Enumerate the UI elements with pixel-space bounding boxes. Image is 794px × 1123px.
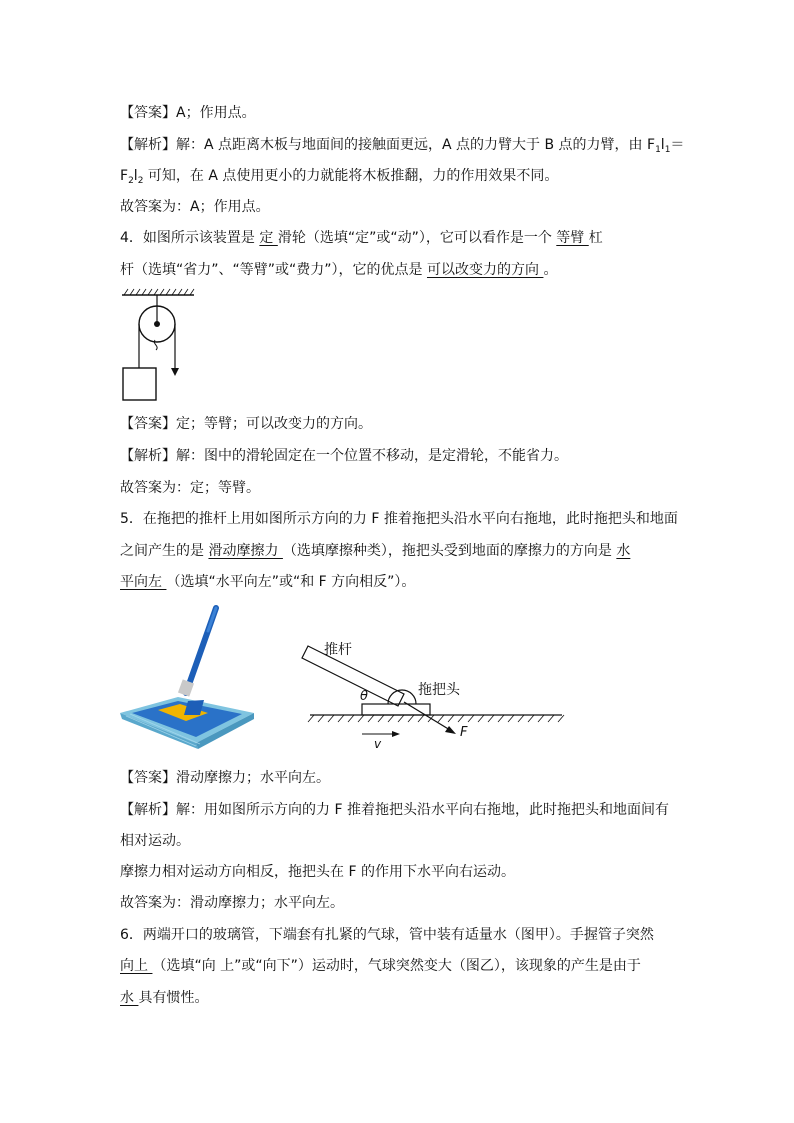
head-label: 拖把头 bbox=[418, 682, 460, 698]
q4-blank-2: 等臂 bbox=[556, 230, 589, 246]
q5-analysis: 【解析】解：用如图所示方向的力 F 推着拖把头沿水平向右拖地，此时拖把头和地面间有 bbox=[120, 802, 669, 818]
q6-stem: 6．两端开口的玻璃管，下端套有扎紧的气球，管中装有适量水（图甲）。手握管子突然 bbox=[120, 927, 654, 943]
q5-stem: 5．在拖把的推杆上用如图所示方向的力 F 推着拖把头沿水平向右拖地，此时拖把头和地面 bbox=[120, 511, 678, 527]
pulley-diagram bbox=[118, 288, 198, 406]
q6-blank-1: 向上 bbox=[120, 958, 153, 974]
q5-stem-3: 平向左 （选填“水平向左”或“和 F 方向相反”）。 bbox=[120, 574, 416, 590]
mop-image bbox=[118, 603, 258, 751]
q4-blank-3: 可以改变力的方向 bbox=[426, 262, 544, 278]
q5-analysis-2: 相对运动。 bbox=[120, 833, 190, 849]
q5-final: 故答案为：滑动摩擦力；水平向左。 bbox=[120, 895, 344, 911]
q4-analysis: 【解析】解：图中的滑轮固定在一个位置不移动，是定滑轮，不能省力。 bbox=[120, 448, 568, 464]
q4-blank-1: 定 bbox=[259, 230, 278, 246]
q5-blank-2a: 水 bbox=[616, 543, 631, 559]
final-answer-line: 故答案为：A；作用点。 bbox=[120, 199, 270, 215]
q5-blank-1: 滑动摩擦力 bbox=[208, 543, 283, 559]
q4-answer: 【答案】定；等臂；可以改变力的方向。 bbox=[120, 416, 372, 432]
q6-stem-2: 向上 （选填“向 上”或“向下”）运动时，气球突然变大（图乙），该现象的产生是由于 bbox=[120, 958, 641, 974]
q5-analysis-3: 摩擦力相对运动方向相反，拖把头在 F 的作用下水平向右运动。 bbox=[120, 864, 515, 880]
q5-blank-2b: 平向左 bbox=[120, 574, 167, 590]
force-label: F bbox=[460, 725, 468, 740]
analysis-line: 【解析】解：A 点距离木板与地面间的接触面更远，A 点的力臂大于 B 点的力臂，由 $F_1l_1=$ bbox=[120, 137, 685, 155]
q6-blank-2: 水 bbox=[120, 990, 139, 1006]
q5-stem-2: 之间产生的是 滑动摩擦力 （选填摩擦种类），拖把头受到地面的摩擦力的方向是 水 bbox=[120, 543, 631, 559]
q5-answer: 【答案】滑动摩擦力；水平向左。 bbox=[120, 770, 330, 786]
answer-line: 【答案】A；作用点。 bbox=[120, 105, 256, 121]
mop-force-diagram bbox=[300, 630, 570, 750]
analysis-line-2: $F_2l_2$ 可知，在 A 点使用更小的力就能将木板推翻，力的作用效果不同。 bbox=[120, 168, 559, 186]
q4-stem-2: 杆（选填“省力”、“等臂”或“费力”），它的优点是 可以改变力的方向 。 bbox=[120, 262, 558, 278]
rod-label: 推杆 bbox=[324, 642, 352, 658]
velocity-label: v bbox=[374, 737, 382, 750]
q6-stem-3: 水 具有惯性。 bbox=[120, 990, 209, 1006]
q4-stem: 4．如图所示该装置是 定 滑轮（选填“定”或“动”），它可以看作是一个 等臂 杠 bbox=[120, 230, 603, 246]
q4-final: 故答案为：定；等臂。 bbox=[120, 480, 260, 496]
theta-label: θ bbox=[360, 689, 368, 704]
